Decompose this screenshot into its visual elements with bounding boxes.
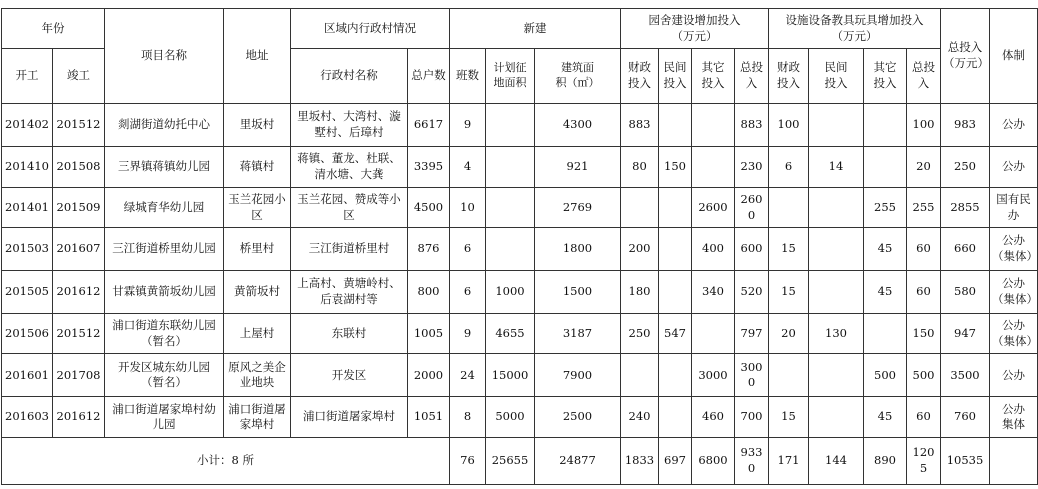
header-building-other: 其它 投入 [692, 49, 735, 103]
cell-project-name: 开发区城东幼儿园（暂名） [105, 354, 224, 397]
cell-facility-other [864, 146, 907, 187]
cell-facility-total: 60 [907, 270, 941, 313]
cell-building-fiscal: 883 [621, 103, 659, 146]
header-facility-private: 民间 投入 [809, 49, 864, 103]
cell-end: 201708 [53, 354, 105, 397]
cell-start: 201410 [2, 146, 53, 187]
cell-facility-private [809, 188, 864, 228]
cell-planned-land: 5000 [486, 397, 535, 437]
cell-facility-private [809, 228, 864, 270]
cell-start: 201506 [2, 313, 53, 353]
cell-building-private [659, 103, 692, 146]
cell-floor-area: 7900 [535, 354, 621, 397]
cell-system: 公办 （集体） [990, 228, 1038, 270]
cell-building-private [659, 354, 692, 397]
header-facility-invest: 设施设备教具玩具增加投入 （万元） [769, 9, 941, 49]
cell-project-name: 浦口街道屠家埠村幼儿园 [105, 397, 224, 437]
cell-building-private [659, 228, 692, 270]
header-address: 地址 [224, 9, 291, 104]
cell-households: 800 [408, 270, 450, 313]
cell-facility-fiscal: 15 [769, 270, 809, 313]
cell-end: 201509 [53, 188, 105, 228]
cell-building-private [659, 397, 692, 437]
subtotal-facility-total: 1205 [907, 437, 941, 484]
cell-planned-land [486, 228, 535, 270]
cell-start: 201603 [2, 397, 53, 437]
cell-building-total: 797 [735, 313, 769, 353]
cell-floor-area: 3187 [535, 313, 621, 353]
cell-system: 国有民办 [990, 188, 1038, 228]
header-planned-land: 计划征 地面积 [486, 49, 535, 103]
cell-project-name: 三江街道桥里幼儿园 [105, 228, 224, 270]
cell-building-fiscal: 250 [621, 313, 659, 353]
cell-facility-fiscal [769, 354, 809, 397]
cell-building-other: 460 [692, 397, 735, 437]
cell-building-fiscal [621, 354, 659, 397]
header-new-build: 新建 [450, 9, 621, 49]
cell-villages: 三江街道桥里村 [291, 228, 408, 270]
cell-start: 201402 [2, 103, 53, 146]
cell-facility-total: 150 [907, 313, 941, 353]
header-floor-area: 建筑面 积（㎡） [535, 49, 621, 103]
cell-villages: 蒋镇、董龙、杜联、清水塘、大龚 [291, 146, 408, 187]
cell-building-other [692, 103, 735, 146]
subtotal-facility-other: 890 [864, 437, 907, 484]
cell-facility-other [864, 103, 907, 146]
cell-floor-area: 2769 [535, 188, 621, 228]
cell-households: 1005 [408, 313, 450, 353]
cell-facility-total: 100 [907, 103, 941, 146]
cell-facility-fiscal: 100 [769, 103, 809, 146]
cell-facility-fiscal [769, 188, 809, 228]
cell-facility-other: 500 [864, 354, 907, 397]
cell-facility-other: 45 [864, 228, 907, 270]
cell-building-total: 600 [735, 228, 769, 270]
cell-facility-total: 60 [907, 397, 941, 437]
cell-facility-fiscal: 15 [769, 228, 809, 270]
cell-villages: 玉兰花园、赞成等小区 [291, 188, 408, 228]
table-row [2, 188, 1038, 228]
cell-facility-total: 255 [907, 188, 941, 228]
header-year: 年份 [2, 9, 105, 49]
cell-project-name: 剡湖街道幼托中心 [105, 103, 224, 146]
subtotal-land: 25655 [486, 437, 535, 484]
subtotal-total: 10535 [941, 437, 990, 484]
subtotal-building-total: 9330 [735, 437, 769, 484]
kindergarten-investment-table [1, 8, 1038, 485]
table-row [2, 103, 1038, 146]
cell-households: 6617 [408, 103, 450, 146]
cell-total: 947 [941, 313, 990, 353]
cell-address: 上屋村 [224, 313, 291, 353]
subtotal-facility-fiscal: 171 [769, 437, 809, 484]
cell-facility-private [809, 397, 864, 437]
cell-floor-area: 1500 [535, 270, 621, 313]
cell-address: 桥里村 [224, 228, 291, 270]
cell-system: 公办 [990, 146, 1038, 187]
header-building-fiscal: 财政 投入 [621, 49, 659, 103]
cell-classes: 6 [450, 228, 486, 270]
cell-villages: 上高村、黄塘岭村、后袁湖村等 [291, 270, 408, 313]
header-admin-villages: 区域内行政村情况 [291, 9, 450, 49]
cell-classes: 10 [450, 188, 486, 228]
cell-classes: 24 [450, 354, 486, 397]
cell-address: 玉兰花园小区 [224, 188, 291, 228]
cell-address: 浦口街道屠家埠村 [224, 397, 291, 437]
table-row [2, 354, 1038, 397]
cell-start: 201401 [2, 188, 53, 228]
cell-total: 580 [941, 270, 990, 313]
cell-building-other [692, 146, 735, 187]
cell-households: 1051 [408, 397, 450, 437]
cell-end: 201612 [53, 270, 105, 313]
cell-building-fiscal [621, 188, 659, 228]
header-row-1 [2, 9, 1038, 49]
cell-total: 250 [941, 146, 990, 187]
cell-facility-private: 14 [809, 146, 864, 187]
cell-system: 公办 （集体） [990, 270, 1038, 313]
cell-end: 201508 [53, 146, 105, 187]
cell-classes: 9 [450, 103, 486, 146]
cell-building-fiscal: 240 [621, 397, 659, 437]
cell-building-total: 2600 [735, 188, 769, 228]
table-row [2, 313, 1038, 353]
header-facility-total: 总投 入 [907, 49, 941, 103]
cell-system: 公办 [990, 103, 1038, 146]
cell-end: 201612 [53, 397, 105, 437]
cell-classes: 4 [450, 146, 486, 187]
cell-facility-other: 45 [864, 270, 907, 313]
cell-building-other: 400 [692, 228, 735, 270]
cell-project-name: 绿城育华幼儿园 [105, 188, 224, 228]
cell-planned-land: 15000 [486, 354, 535, 397]
cell-project-name: 浦口街道东联幼儿园（暂名） [105, 313, 224, 353]
cell-start: 201503 [2, 228, 53, 270]
header-classes: 班数 [450, 49, 486, 103]
cell-facility-total: 20 [907, 146, 941, 187]
subtotal-building-private: 697 [659, 437, 692, 484]
cell-villages: 里坂村、大湾村、漩墅村、后璋村 [291, 103, 408, 146]
cell-building-other [692, 313, 735, 353]
cell-building-other: 3000 [692, 354, 735, 397]
cell-building-fiscal: 180 [621, 270, 659, 313]
header-building-private: 民间 投入 [659, 49, 692, 103]
cell-facility-private [809, 354, 864, 397]
cell-facility-total: 500 [907, 354, 941, 397]
cell-facility-other: 255 [864, 188, 907, 228]
cell-classes: 9 [450, 313, 486, 353]
cell-facility-fiscal: 6 [769, 146, 809, 187]
cell-total: 983 [941, 103, 990, 146]
cell-villages: 东联村 [291, 313, 408, 353]
table-row [2, 270, 1038, 313]
cell-floor-area: 1800 [535, 228, 621, 270]
header-end: 竣工 [53, 49, 105, 103]
cell-building-other: 340 [692, 270, 735, 313]
cell-classes: 8 [450, 397, 486, 437]
cell-project-name: 甘霖镇黄箭坂幼儿园 [105, 270, 224, 313]
cell-end: 201512 [53, 103, 105, 146]
header-system: 体制 [990, 9, 1038, 104]
subtotal-building-other: 6800 [692, 437, 735, 484]
cell-building-fiscal: 80 [621, 146, 659, 187]
cell-end: 201512 [53, 313, 105, 353]
cell-planned-land: 1000 [486, 270, 535, 313]
subtotal-facility-private: 144 [809, 437, 864, 484]
cell-facility-private [809, 103, 864, 146]
cell-address: 黄箭坂村 [224, 270, 291, 313]
cell-building-total: 3000 [735, 354, 769, 397]
cell-facility-other [864, 313, 907, 353]
cell-facility-total: 60 [907, 228, 941, 270]
header-households: 总户数 [408, 49, 450, 103]
header-building-invest: 园舍建设增加投入 （万元） [621, 9, 769, 49]
cell-address: 里坂村 [224, 103, 291, 146]
cell-building-total: 230 [735, 146, 769, 187]
cell-facility-private: 130 [809, 313, 864, 353]
subtotal-area: 24877 [535, 437, 621, 484]
cell-total: 660 [941, 228, 990, 270]
cell-building-private [659, 270, 692, 313]
cell-building-total: 520 [735, 270, 769, 313]
cell-facility-private [809, 270, 864, 313]
cell-villages: 浦口街道屠家埠村 [291, 397, 408, 437]
cell-building-total: 883 [735, 103, 769, 146]
cell-households: 3395 [408, 146, 450, 187]
table-row [2, 228, 1038, 270]
cell-planned-land [486, 103, 535, 146]
header-building-total: 总投 入 [735, 49, 769, 103]
cell-floor-area: 2500 [535, 397, 621, 437]
subtotal-building-fiscal: 1833 [621, 437, 659, 484]
cell-total: 3500 [941, 354, 990, 397]
cell-planned-land: 4655 [486, 313, 535, 353]
cell-households: 4500 [408, 188, 450, 228]
cell-facility-fiscal: 20 [769, 313, 809, 353]
header-start: 开工 [2, 49, 53, 103]
cell-classes: 6 [450, 270, 486, 313]
cell-building-other: 2600 [692, 188, 735, 228]
cell-total: 760 [941, 397, 990, 437]
cell-facility-other: 45 [864, 397, 907, 437]
cell-floor-area: 921 [535, 146, 621, 187]
header-total-invest: 总投入 （万元） [941, 9, 990, 104]
table-row [2, 397, 1038, 437]
cell-system: 公办 [990, 354, 1038, 397]
cell-system: 公办 集体 [990, 397, 1038, 437]
subtotal-classes: 76 [450, 437, 486, 484]
subtotal-system [990, 437, 1038, 484]
cell-building-private: 547 [659, 313, 692, 353]
cell-building-total: 700 [735, 397, 769, 437]
header-village-names: 行政村名称 [291, 49, 408, 103]
cell-households: 2000 [408, 354, 450, 397]
cell-building-private [659, 188, 692, 228]
cell-address: 蒋镇村 [224, 146, 291, 187]
cell-planned-land [486, 188, 535, 228]
cell-facility-fiscal: 15 [769, 397, 809, 437]
cell-system: 公办 （集体） [990, 313, 1038, 353]
cell-project-name: 三界镇蒋镇幼儿园 [105, 146, 224, 187]
subtotal-label: 小计：8 所 [2, 437, 450, 484]
cell-floor-area: 4300 [535, 103, 621, 146]
cell-building-fiscal: 200 [621, 228, 659, 270]
header-facility-fiscal: 财政 投入 [769, 49, 809, 103]
cell-end: 201607 [53, 228, 105, 270]
table-row [2, 146, 1038, 187]
cell-start: 201505 [2, 270, 53, 313]
header-project-name: 项目名称 [105, 9, 224, 104]
cell-total: 2855 [941, 188, 990, 228]
cell-households: 876 [408, 228, 450, 270]
subtotal-row [2, 437, 1038, 484]
cell-building-private: 150 [659, 146, 692, 187]
cell-planned-land [486, 146, 535, 187]
cell-address: 原风之美企业地块 [224, 354, 291, 397]
cell-start: 201601 [2, 354, 53, 397]
header-facility-other: 其它 投入 [864, 49, 907, 103]
cell-villages: 开发区 [291, 354, 408, 397]
